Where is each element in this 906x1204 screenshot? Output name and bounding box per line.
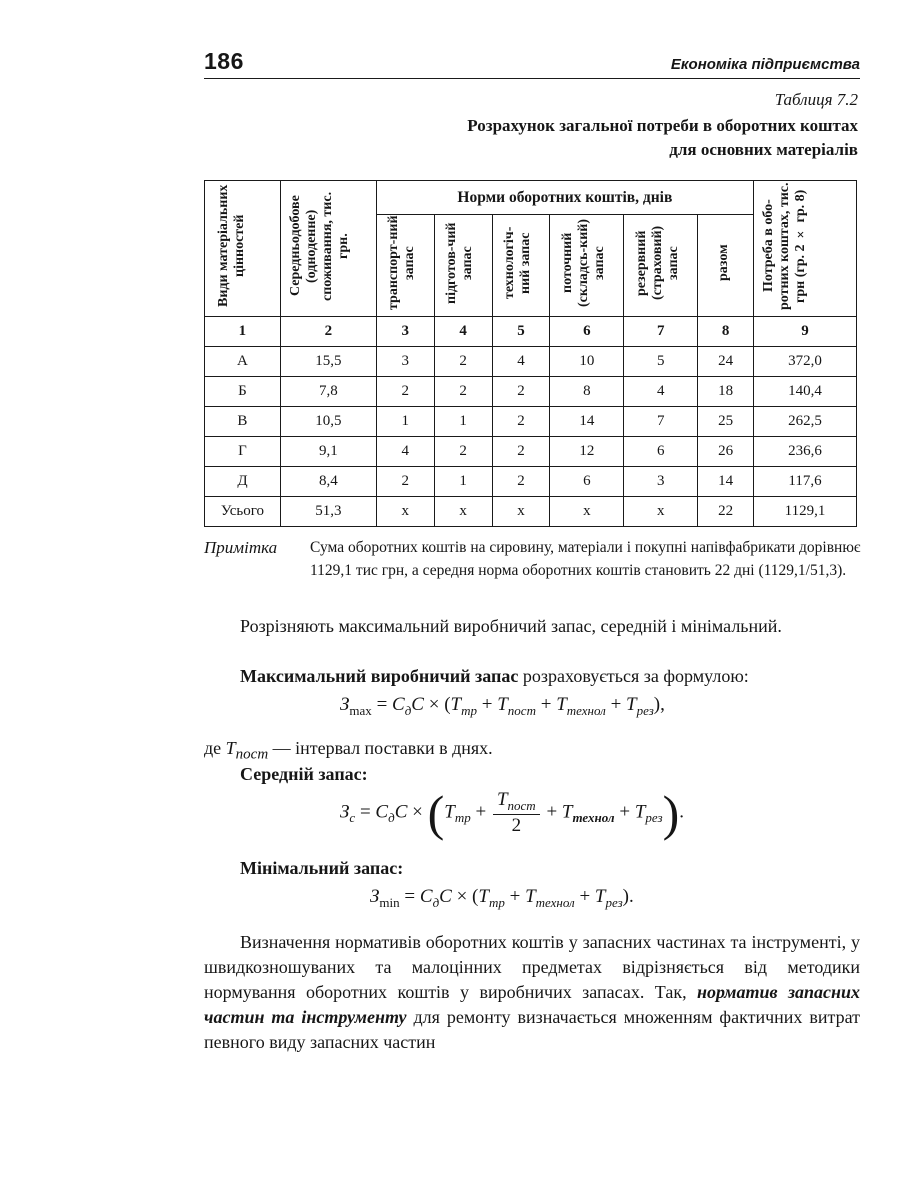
table-cell: x <box>376 497 434 527</box>
column-number: 8 <box>698 317 754 347</box>
header-total-days: разом <box>698 215 754 317</box>
table-note <box>204 536 864 582</box>
table-cell: 236,6 <box>754 437 857 467</box>
table-cell: 2 <box>492 377 550 407</box>
table-title-line2: для основних матеріалів <box>669 140 858 159</box>
table-cell: 7 <box>624 407 698 437</box>
table-cell: 14 <box>550 407 624 437</box>
table-title-line1: Розрахунок загальної потреби в оборотних коштах <box>467 116 858 135</box>
column-number: 1 <box>205 317 281 347</box>
table-cell: Б <box>205 377 281 407</box>
table-cell: 15,5 <box>280 347 376 377</box>
table-cell: 8,4 <box>280 467 376 497</box>
spare-parts-term: норматив запасних частин та інструменту <box>204 982 860 1027</box>
where-symbol: $T_{пост}$ <box>225 738 269 763</box>
formula-average-stock: $З_c = C_дC \times (T_{тр}$ + $\frac{T_{пост}}{2}$ + $T_{технол} + T_{рез}$). <box>340 785 684 841</box>
table-cell: x <box>434 497 492 527</box>
table-cell: 12 <box>550 437 624 467</box>
formula-minimum-stock: $З_{min} = C_дC \times (T_{тр} + T_{технол} + T_{рез})$. <box>370 886 634 910</box>
table-cell: 8 <box>550 377 624 407</box>
column-number: 4 <box>434 317 492 347</box>
table-cell: 5 <box>624 347 698 377</box>
max-stock-term: Максимальний виробничий запас <box>240 666 519 686</box>
table-cell: 6 <box>550 467 624 497</box>
where-line: де $T_{пост}$ — інтервал поставки в днях. <box>204 738 493 763</box>
table-cell: 4 <box>492 347 550 377</box>
table-cell: Д <box>205 467 281 497</box>
table-cell: Г <box>205 437 281 467</box>
table-cell: 2 <box>434 347 492 377</box>
column-number: 9 <box>754 317 857 347</box>
table-cell: 1 <box>434 407 492 437</box>
note-text: Сума оборотних коштів на сировину, матеріали і покупні напівфабрикати дорівнює 1129,1 тис грн, а середня норма оборотних коштів становить 22 дні (1129,1/51,3). <box>310 539 861 579</box>
table-cell: 10,5 <box>280 407 376 437</box>
table-row <box>205 437 857 467</box>
table-cell: 2 <box>376 377 434 407</box>
table-cell: 7,8 <box>280 377 376 407</box>
working-capital-table <box>204 180 857 527</box>
column-number: 6 <box>550 317 624 347</box>
header-norms-group: Норми оборотних коштів, днів <box>376 181 753 215</box>
table-row <box>205 467 857 497</box>
table-title <box>338 114 858 162</box>
note-label: Примітка <box>204 538 278 557</box>
header-daily-consumption: Середньодобове (одноденне) споживання, тис. грн. <box>280 181 376 317</box>
table-cell: 4 <box>376 437 434 467</box>
table-row <box>205 347 857 377</box>
book-title: Економіка підприємства <box>670 56 860 73</box>
table-number: Таблиця 7.2 <box>774 90 858 109</box>
table-cell: 262,5 <box>754 407 857 437</box>
table-cell: 2 <box>492 437 550 467</box>
fraction-half-interval: $\frac{T_{пост}}{2}$ <box>493 789 540 837</box>
table-cell: 18 <box>698 377 754 407</box>
table-cell: 2 <box>492 407 550 437</box>
table-cell: x <box>550 497 624 527</box>
table-cell: x <box>492 497 550 527</box>
header-reserve-stock: резервний (страховий) запас <box>624 215 698 317</box>
page-number: 186 <box>204 48 244 74</box>
header-capital-need: Потреба в обо-ротних коштах, тис. грн (гр. 2 × гр. 8) <box>754 181 857 317</box>
table-row <box>205 407 857 437</box>
header-preparatory-stock: підготов-чий запас <box>434 215 492 317</box>
table-cell: 372,0 <box>754 347 857 377</box>
table-cell: 10 <box>550 347 624 377</box>
paragraph-max-stock <box>204 664 860 689</box>
table-total-row <box>205 497 857 527</box>
max-stock-text: розраховується за формулою: <box>518 666 749 686</box>
column-number: 7 <box>624 317 698 347</box>
paragraph-stock-types: Розрізняють максимальний виробничий запас, середній і мінімальний. <box>240 616 782 636</box>
table-cell: 2 <box>434 437 492 467</box>
table-cell: 25 <box>698 407 754 437</box>
table-cell: А <box>205 347 281 377</box>
column-number: 2 <box>280 317 376 347</box>
table-cell: 2 <box>492 467 550 497</box>
column-number-row <box>205 317 857 347</box>
table-cell: 1 <box>376 407 434 437</box>
table-cell: 2 <box>434 377 492 407</box>
header-current-stock: поточний (складсь-кий) запас <box>550 215 624 317</box>
table-cell: 3 <box>624 467 698 497</box>
table-cell: 4 <box>624 377 698 407</box>
running-header <box>204 46 860 79</box>
header-material-types: Види матеріальних цінностей <box>205 181 281 317</box>
table-cell: 22 <box>698 497 754 527</box>
table-cell: 1 <box>434 467 492 497</box>
table-cell: 117,6 <box>754 467 857 497</box>
header-technological-stock: технологіч-ний запас <box>492 215 550 317</box>
table-row <box>205 377 857 407</box>
table-cell: 2 <box>376 467 434 497</box>
table-cell: В <box>205 407 281 437</box>
table-cell: 24 <box>698 347 754 377</box>
table-cell: 26 <box>698 437 754 467</box>
table-cell: 9,1 <box>280 437 376 467</box>
minimum-stock-label: Мінімальний запас: <box>240 858 404 878</box>
formula-max-stock: $З_{max} = C_дC \times (T_{тр} + T_{пост} + T_{технол} + T_{рез})$, <box>340 694 665 718</box>
table-cell: x <box>624 497 698 527</box>
average-stock-label: Середній запас: <box>240 764 368 784</box>
table-cell: 3 <box>376 347 434 377</box>
table-cell: Усього <box>205 497 281 527</box>
paragraph-spare-parts: Визначення нормативів оборотних коштів у запасних частинах та інструменті, у швидкозношуваних та малоцінних предметах відрізняється від методики нормування оборотних коштів у виробничих запасах. Так, норматив запасних частин та інструменту для ремонту визначається множенням фактичних витрат певного виду запасних частин <box>204 932 860 1052</box>
column-number: 3 <box>376 317 434 347</box>
table-cell: 140,4 <box>754 377 857 407</box>
table-cell: 1129,1 <box>754 497 857 527</box>
table-cell: 51,3 <box>280 497 376 527</box>
header-transport-stock: транспорт-ний запас <box>376 215 434 317</box>
table-cell: 14 <box>698 467 754 497</box>
table-cell: 6 <box>624 437 698 467</box>
column-number: 5 <box>492 317 550 347</box>
